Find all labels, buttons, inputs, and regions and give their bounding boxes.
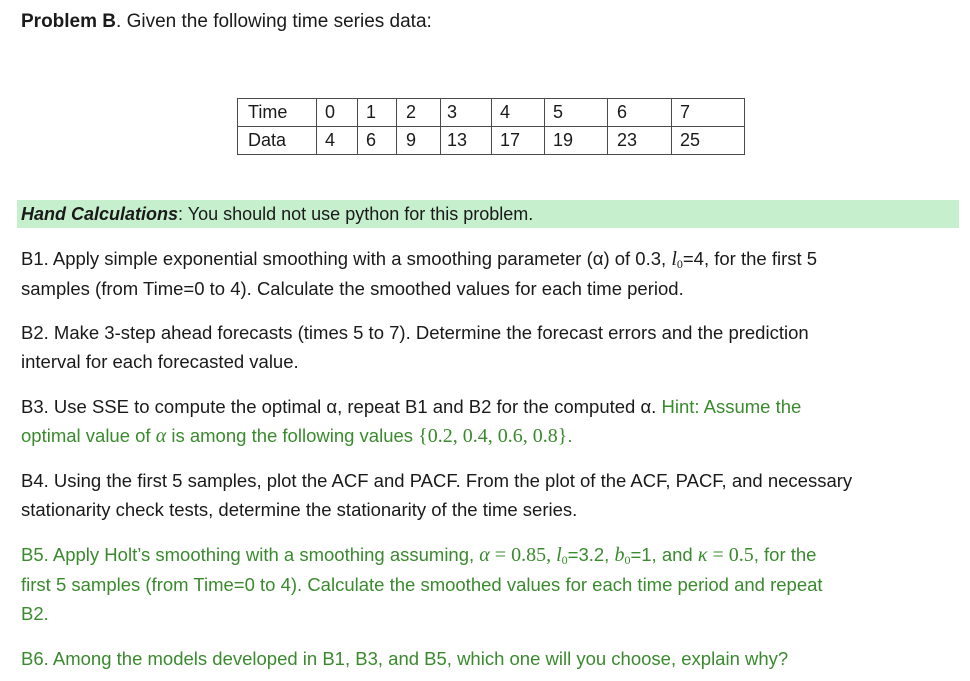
math-b: b [614, 544, 625, 566]
hand-calculations-text: You should not use python for this problem. [183, 204, 534, 224]
math-kappa-eq [698, 544, 754, 566]
question-b1-text-2: =4, for the first 5 [682, 248, 818, 269]
table-cell: 25 [672, 127, 745, 155]
question-b2-line2: interval for each forecasted value. [21, 351, 299, 372]
table-row-time [238, 99, 745, 127]
table-cell: 5 [545, 99, 608, 127]
math-b-value: =1, and [630, 544, 698, 565]
question-b3-end: . [567, 425, 573, 446]
math-kappa-symbol: κ [697, 544, 708, 566]
math-alpha-symbol: α [479, 544, 490, 566]
question-b3-hint-3: is among the following values [166, 425, 419, 446]
table-cell: 4 [492, 99, 545, 127]
math-l: l [671, 248, 677, 270]
math-l0 [671, 248, 683, 270]
question-b3-hint: Hint: Assume the [661, 396, 802, 417]
math-alpha-value: = 0.85, [489, 544, 557, 566]
question-b4 [21, 466, 961, 524]
question-b3-hint-2: optimal value of [21, 425, 156, 446]
question-b1-line1 [21, 244, 961, 274]
question-b1-text: B1. Apply simple exponential smoothing with a smoothing parameter (α) of 0.3, [21, 248, 672, 269]
question-b1-line2: samples (from Time=0 to 4). Calculate the smoothed values for each time period. [21, 278, 684, 299]
question-b3-text: B3. Use SSE to compute the optimal α, repeat B1 and B2 for the computed α. [21, 396, 662, 417]
table-cell: 17 [492, 127, 545, 155]
table-cell: 7 [672, 99, 745, 127]
math-kappa-value: = 0.5 [707, 544, 754, 566]
hand-calculations-colon: : [178, 204, 184, 224]
table-cell: 6 [358, 127, 397, 155]
table-cell: 0 [317, 99, 358, 127]
question-b5-line2: first 5 samples (from Time=0 to 4). Calculate the smoothed values for each time period and repeat [21, 574, 823, 595]
math-alpha [156, 425, 167, 447]
question-b5-text: B5. Apply Holt’s smoothing with a smoothing assuming, [21, 544, 480, 565]
question-b2-line1: B2. Make 3-step ahead forecasts (times 5 to 7). Determine the forecast errors and the prediction [21, 322, 809, 343]
time-series-table [237, 98, 745, 155]
table-cell: 4 [317, 127, 358, 155]
problem-title-rest: . Given the following time series data: [116, 11, 432, 32]
question-b6 [21, 644, 961, 673]
math-b-sub: 0 [624, 553, 631, 567]
math-l: l [556, 544, 562, 566]
question-b5-tail: , for the [753, 544, 817, 565]
math-b0 [614, 544, 630, 566]
table-cell: 6 [608, 99, 672, 127]
question-b3 [21, 392, 961, 451]
table-cell: 23 [608, 127, 672, 155]
question-b5-line1 [21, 540, 961, 570]
table-cell: 3 [441, 99, 492, 127]
table-row-data [238, 127, 745, 155]
table-cell: 2 [397, 99, 441, 127]
question-b2 [21, 318, 961, 376]
math-l-value: =3.2, [567, 544, 615, 565]
math-value-set: {0.2, 0.4, 0.6, 0.8} [418, 425, 568, 447]
table-cell: 9 [397, 127, 441, 155]
question-b3-line2 [21, 421, 961, 451]
question-b4-line2: stationarity check tests, determine the stationarity of the time series. [21, 499, 578, 520]
hand-calculations-label: Hand Calculations [21, 204, 179, 224]
problem-title [21, 9, 432, 35]
row-label-data: Data [238, 127, 317, 155]
question-b4-line1: B4. Using the first 5 samples, plot the ACF and PACF. From the plot of the ACF, PACF, and necessary [21, 470, 853, 491]
question-b6-line1: B6. Among the models developed in B1, B3, and B5, which one will you choose, explain why? [21, 648, 789, 669]
row-label-time: Time [238, 99, 317, 127]
table-cell: 13 [441, 127, 492, 155]
math-l-sub: 0 [676, 257, 683, 271]
table-cell: 19 [545, 127, 608, 155]
question-b3-line1 [21, 392, 961, 421]
question-b1 [21, 244, 961, 303]
table-cell: 1 [358, 99, 397, 127]
question-b5 [21, 540, 961, 628]
hand-calculations-banner [17, 200, 959, 228]
math-alpha-symbol: α [155, 425, 167, 447]
question-b5-line3: B2. [21, 603, 49, 624]
math-alpha-eq [479, 544, 567, 566]
problem-title-bold: Problem B [21, 11, 117, 32]
math-l-sub: 0 [561, 553, 568, 567]
